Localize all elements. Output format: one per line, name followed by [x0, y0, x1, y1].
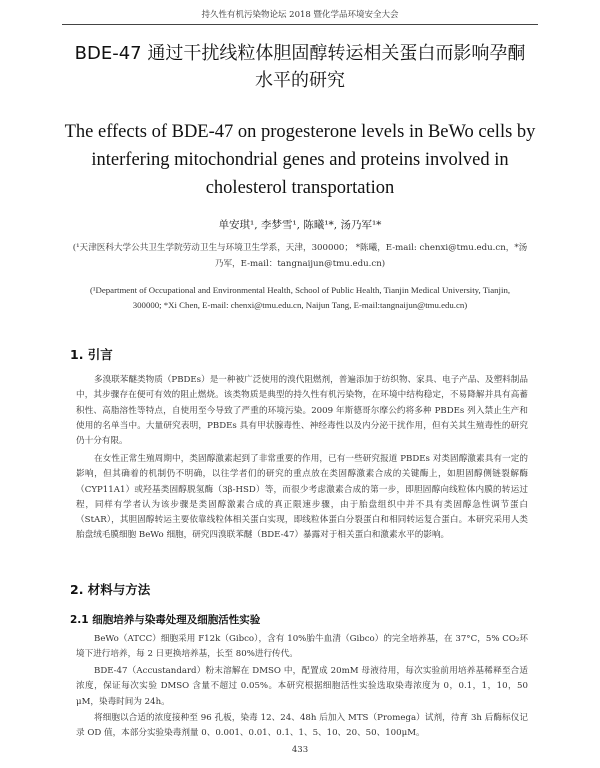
header-rule: [62, 24, 538, 25]
methods-paragraph-2: BDE-47（Accustandard）粉末溶解在 DMSO 中，配置成 20mM 母液待用，每次实验前用培养基稀释至合适浓度，保证每次实验 DMSO 含量不超过 0.05%。本研究根据细胞活性实验选取染毒浓度为 0，0.1，1，10，50 μM，染毒时间为 24h。: [76, 666, 528, 707]
intro-paragraph-2: 在女性正常生殖周期中，类固醇激素起到了非常重要的作用，已有一些研究报道 PBDEs 对类固醇激素具有一定的影响，但其确着的机制仍不明确，以往学者们的研究的重点放在类固醇激素合成的关键酶上，如胆固醇侧链裂解酶（CYP11A1）或羟基类固醇脱氢酶（3β-HSD）等，而很少考虑激素合成的第一步，即胆固醇向线粒体内膜的转运过程，同样有学者认为该步骤是类固醇激素合成的真正限速步骤，由于胎盘组织中并不具有类固醇急性调节蛋白（StAR），其胆固醇转运主要依靠线粒体相关蛋白实现，即线粒体蛋白分裂蛋白和相同转运复合蛋白。本研究采用人类胎盘绒毛膜细胞 BeWo 细胞，研究四溴联苯醚（BDE-47）暴露对于相关蛋白和激素水平的影响。: [76, 454, 528, 541]
subsection-heading-cell-culture: 2.1 细胞培养与染毒处理及细胞活性实验: [70, 614, 261, 626]
title-english: The effects of BDE-47 on progesterone levels in BeWo cells by interfering mitochondrial genes and proteins involved in cholesterol transportation: [64, 122, 536, 198]
section-heading-introduction: 1. 引言: [70, 347, 113, 362]
affiliation-chinese: (¹天津医科大学公共卫生学院劳动卫生与环境卫生学系，天津，300000； *陈曦，E-mail: chenxi@tmu.edu.cn，*汤乃军，E-mail：tangnaijun@tmu.edu.cn): [72, 243, 528, 269]
section-heading-methods: 2. 材料与方法: [70, 582, 151, 597]
page-number: 433: [291, 745, 309, 755]
affiliation-english: (¹Department of Occupational and Environmental Health, School of Public Health, Tianjin Medical University, Tianjin, 300000; *Xi Chen, E-mail: chenxi@tmu.edu.cn, Naijun Tang, E-mail:tangnaijun@tmu.edu.cn): [89, 285, 511, 310]
methods-paragraph-3: 将细胞以合适的浓度接种至 96 孔板，染毒 12、24、48h 后加入 MTS（Promega）试剂，待育 3h 后酶标仪记录 OD 值，本部分实验染毒剂量 0、0.001、0.01、0.1、1、5、10、20、50、100μM。: [76, 713, 528, 739]
running-header: 持久性有机污染物论坛 2018 暨化学品环境安全大会: [201, 10, 399, 20]
author-list: 单安琪¹, 李梦雪¹, 陈曦¹*, 汤乃军¹*: [218, 219, 382, 231]
methods-paragraph-1: BeWo（ATCC）细胞采用 F12k（Gibco），含有 10%胎牛血清（Gibco）的完全培养基，在 37°C，5% CO₂环境下进行培养，每 2 日更换培养基，长至 80%进行传代。: [76, 634, 528, 660]
intro-paragraph-1: 多溴联苯醚类物质（PBDEs）是一种被广泛使用的溴代阻燃剂，普遍添加于纺织物、家具、电子产品、及塑料制品中，其步骤存在便可有效的阻止燃烧。该类物质是典型的持久性有机污染物，在环境中结构稳定，不易降解并具有高蓄积性、高脂溶性等特点，自使用至今导致了严重的环境污染。2009 年斯德哥尔摩公约将多种 PBDEs 列入禁止生产和使用的名单当中。大量研究表明，PBDEs 具有甲状腺毒性、神经毒性以及内分泌干扰作用，但有关其生殖毒性的研究仍十分有限。: [76, 375, 528, 447]
title-chinese: BDE-47 通过干扰线粒体胆固醇转运相关蛋白而影响孕酮水平的研究: [74, 43, 526, 91]
